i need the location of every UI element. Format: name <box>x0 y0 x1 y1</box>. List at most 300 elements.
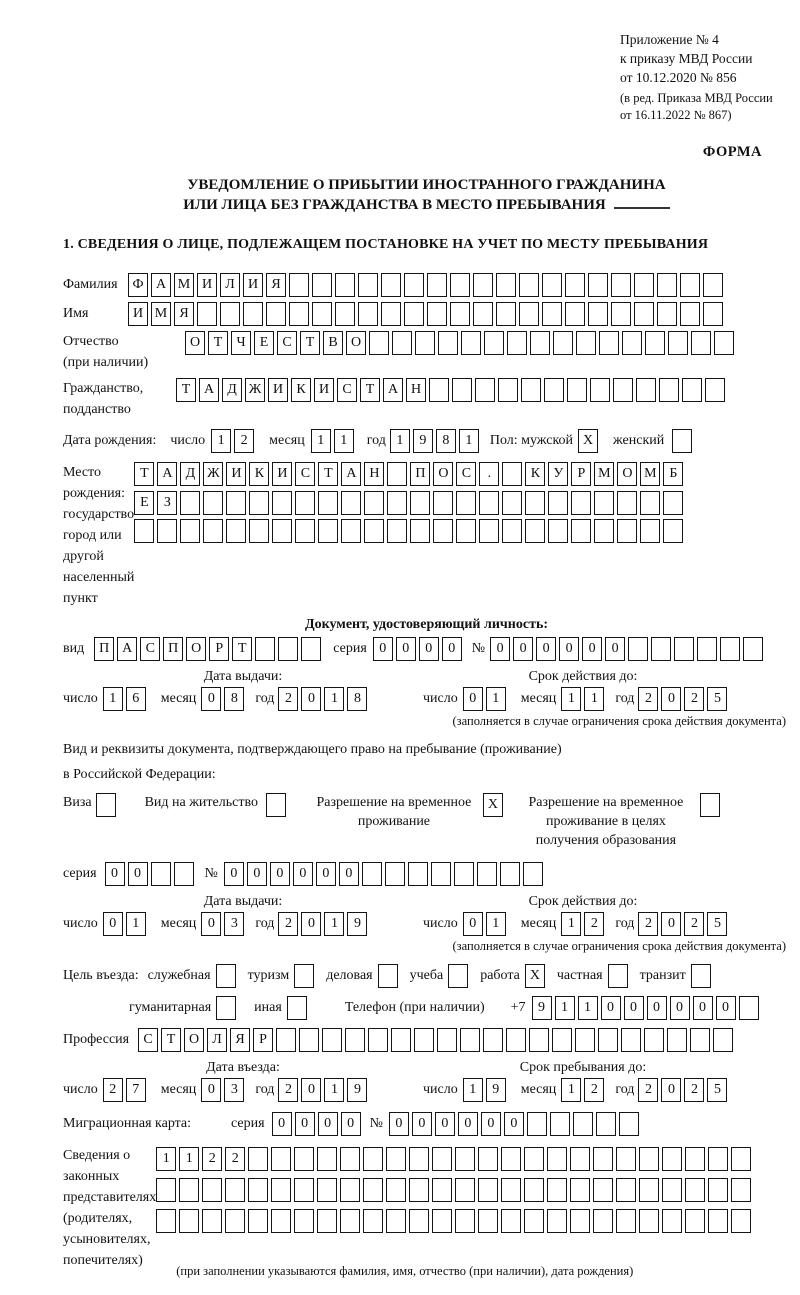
doc-kind-cells[interactable] <box>94 637 324 661</box>
form-cell[interactable] <box>672 429 692 453</box>
form-cell[interactable]: П <box>163 637 183 661</box>
form-cell[interactable] <box>455 1178 475 1202</box>
form-cell[interactable] <box>448 964 468 988</box>
form-cell[interactable] <box>364 491 384 515</box>
issue-day-cells[interactable] <box>103 687 149 711</box>
form-cell[interactable] <box>708 1147 728 1171</box>
form-cell[interactable] <box>271 1209 291 1233</box>
form-cell[interactable] <box>174 862 194 886</box>
purpose-transit-checkbox[interactable] <box>691 964 714 988</box>
form-cell[interactable]: И <box>268 378 288 402</box>
form-cell[interactable] <box>455 1209 475 1233</box>
form-cell[interactable] <box>289 273 309 297</box>
form-cell[interactable] <box>340 1147 360 1171</box>
form-cell[interactable] <box>386 1178 406 1202</box>
form-cell[interactable]: 0 <box>201 687 221 711</box>
form-cell[interactable]: А <box>199 378 219 402</box>
form-cell[interactable] <box>266 302 286 326</box>
form-cell[interactable] <box>456 519 476 543</box>
form-cell[interactable] <box>427 302 447 326</box>
form-cell[interactable]: У <box>548 462 568 486</box>
form-cell[interactable]: 3 <box>224 912 244 936</box>
form-cell[interactable]: И <box>197 273 217 297</box>
form-cell[interactable]: 0 <box>490 637 510 661</box>
form-cell[interactable] <box>432 1147 452 1171</box>
expiry-day-cells[interactable] <box>463 687 509 711</box>
form-cell[interactable] <box>668 331 688 355</box>
form-cell[interactable] <box>596 1112 616 1136</box>
form-cell[interactable]: Р <box>571 462 591 486</box>
issue-year-cells[interactable] <box>278 912 370 936</box>
form-cell[interactable]: 0 <box>624 996 644 1020</box>
form-cell[interactable]: Д <box>180 462 200 486</box>
form-cell[interactable]: 2 <box>638 687 658 711</box>
form-cell[interactable] <box>685 1209 705 1233</box>
form-cell[interactable]: 8 <box>224 687 244 711</box>
form-cell[interactable] <box>433 491 453 515</box>
form-cell[interactable] <box>548 519 568 543</box>
form-cell[interactable]: 2 <box>202 1147 222 1171</box>
form-cell[interactable]: И <box>226 462 246 486</box>
visa-checkbox[interactable] <box>96 793 119 817</box>
form-cell[interactable] <box>617 519 637 543</box>
form-cell[interactable]: 0 <box>536 637 556 661</box>
form-cell[interactable]: 0 <box>647 996 667 1020</box>
form-cell[interactable]: Я <box>230 1028 250 1052</box>
form-cell[interactable] <box>409 1147 429 1171</box>
purpose-humanitarian-checkbox[interactable] <box>216 996 239 1020</box>
form-cell[interactable] <box>226 519 246 543</box>
form-cell[interactable]: И <box>128 302 148 326</box>
form-cell[interactable] <box>408 862 428 886</box>
form-cell[interactable] <box>662 1147 682 1171</box>
form-cell[interactable] <box>272 491 292 515</box>
form-cell[interactable]: 0 <box>661 687 681 711</box>
form-cell[interactable] <box>312 302 332 326</box>
form-cell[interactable]: 2 <box>278 912 298 936</box>
form-cell[interactable] <box>548 491 568 515</box>
temp-residence-education-checkbox[interactable] <box>700 793 723 817</box>
residence-series-cells[interactable] <box>105 862 197 886</box>
arrival-year-cells[interactable] <box>278 1078 370 1102</box>
form-cell[interactable]: 0 <box>301 1078 321 1102</box>
form-cell[interactable] <box>547 1178 567 1202</box>
form-cell[interactable] <box>608 964 628 988</box>
form-cell[interactable] <box>433 519 453 543</box>
form-cell[interactable]: 0 <box>396 637 416 661</box>
form-cell[interactable]: 1 <box>561 912 581 936</box>
form-cell[interactable] <box>197 302 217 326</box>
form-cell[interactable] <box>248 1178 268 1202</box>
form-cell[interactable]: 0 <box>670 996 690 1020</box>
form-cell[interactable]: Л <box>220 273 240 297</box>
form-cell[interactable] <box>599 331 619 355</box>
form-cell[interactable]: Т <box>161 1028 181 1052</box>
form-cell[interactable]: 0 <box>504 1112 524 1136</box>
form-cell[interactable] <box>460 1028 480 1052</box>
form-cell[interactable] <box>341 519 361 543</box>
form-cell[interactable] <box>703 302 723 326</box>
form-cell[interactable] <box>318 519 338 543</box>
form-cell[interactable] <box>358 302 378 326</box>
form-cell[interactable] <box>713 1028 733 1052</box>
form-cell[interactable] <box>287 996 307 1020</box>
form-cell[interactable]: Д <box>222 378 242 402</box>
form-cell[interactable] <box>506 1028 526 1052</box>
legal-rep-row1[interactable] <box>156 1147 754 1171</box>
form-cell[interactable] <box>636 378 656 402</box>
form-cell[interactable]: 0 <box>105 862 125 886</box>
form-cell[interactable]: 0 <box>224 862 244 886</box>
legal-rep-row2[interactable] <box>156 1178 754 1202</box>
form-cell[interactable] <box>179 1209 199 1233</box>
form-cell[interactable] <box>529 1028 549 1052</box>
form-cell[interactable] <box>613 378 633 402</box>
form-cell[interactable]: 2 <box>584 912 604 936</box>
form-cell[interactable]: Н <box>364 462 384 486</box>
form-cell[interactable]: 1 <box>311 429 331 453</box>
form-cell[interactable] <box>202 1209 222 1233</box>
form-cell[interactable] <box>731 1209 751 1233</box>
form-cell[interactable] <box>588 273 608 297</box>
form-cell[interactable] <box>248 1147 268 1171</box>
profession-cells[interactable] <box>138 1028 736 1052</box>
form-cell[interactable] <box>180 519 200 543</box>
form-cell[interactable]: 9 <box>532 996 552 1020</box>
sex-male-checkbox[interactable] <box>578 429 601 453</box>
form-cell[interactable]: 9 <box>347 1078 367 1102</box>
form-cell[interactable] <box>502 462 522 486</box>
form-cell[interactable]: 1 <box>211 429 231 453</box>
form-cell[interactable] <box>527 1112 547 1136</box>
form-cell[interactable]: П <box>410 462 430 486</box>
form-cell[interactable] <box>271 1178 291 1202</box>
form-cell[interactable] <box>295 519 315 543</box>
form-cell[interactable] <box>248 1209 268 1233</box>
form-cell[interactable]: X <box>578 429 598 453</box>
form-cell[interactable] <box>479 491 499 515</box>
form-cell[interactable] <box>616 1178 636 1202</box>
form-cell[interactable] <box>438 331 458 355</box>
form-cell[interactable] <box>565 302 585 326</box>
form-cell[interactable] <box>685 1178 705 1202</box>
form-cell[interactable] <box>644 1028 664 1052</box>
form-cell[interactable]: Р <box>209 637 229 661</box>
form-cell[interactable] <box>363 1178 383 1202</box>
form-cell[interactable]: 1 <box>156 1147 176 1171</box>
form-cell[interactable] <box>500 862 520 886</box>
form-cell[interactable] <box>432 1178 452 1202</box>
form-cell[interactable]: 8 <box>436 429 456 453</box>
form-cell[interactable] <box>496 273 516 297</box>
form-cell[interactable] <box>501 1209 521 1233</box>
form-cell[interactable]: 0 <box>693 996 713 1020</box>
form-cell[interactable]: 0 <box>301 912 321 936</box>
form-cell[interactable] <box>415 331 435 355</box>
form-cell[interactable]: П <box>94 637 114 661</box>
form-cell[interactable]: 2 <box>225 1147 245 1171</box>
form-cell[interactable] <box>243 302 263 326</box>
form-cell[interactable] <box>703 273 723 297</box>
form-cell[interactable]: 0 <box>201 1078 221 1102</box>
form-cell[interactable] <box>663 519 683 543</box>
form-cell[interactable]: 2 <box>103 1078 123 1102</box>
form-cell[interactable]: Н <box>406 378 426 402</box>
form-cell[interactable] <box>216 964 236 988</box>
form-cell[interactable]: А <box>383 378 403 402</box>
form-cell[interactable] <box>294 1209 314 1233</box>
form-cell[interactable] <box>550 1112 570 1136</box>
form-cell[interactable] <box>743 637 763 661</box>
form-cell[interactable] <box>680 273 700 297</box>
form-cell[interactable] <box>378 964 398 988</box>
form-cell[interactable] <box>157 519 177 543</box>
form-cell[interactable] <box>690 1028 710 1052</box>
form-cell[interactable]: 2 <box>684 912 704 936</box>
form-cell[interactable]: 5 <box>707 1078 727 1102</box>
form-cell[interactable]: 6 <box>126 687 146 711</box>
form-cell[interactable] <box>634 273 654 297</box>
form-cell[interactable]: А <box>151 273 171 297</box>
form-cell[interactable]: О <box>184 1028 204 1052</box>
doc-series-cells[interactable] <box>373 637 465 661</box>
form-cell[interactable] <box>621 1028 641 1052</box>
form-cell[interactable] <box>662 1209 682 1233</box>
form-cell[interactable] <box>593 1178 613 1202</box>
form-cell[interactable] <box>662 1178 682 1202</box>
form-cell[interactable] <box>134 519 154 543</box>
form-cell[interactable] <box>521 378 541 402</box>
form-cell[interactable]: Е <box>134 491 154 515</box>
form-cell[interactable] <box>335 302 355 326</box>
temp-residence-checkbox[interactable] <box>483 793 506 817</box>
form-cell[interactable] <box>363 1147 383 1171</box>
form-cell[interactable] <box>410 491 430 515</box>
form-cell[interactable] <box>276 1028 296 1052</box>
form-cell[interactable] <box>524 1209 544 1233</box>
form-cell[interactable] <box>634 302 654 326</box>
form-cell[interactable]: 0 <box>442 637 462 661</box>
form-cell[interactable] <box>573 1112 593 1136</box>
form-cell[interactable] <box>739 996 759 1020</box>
form-cell[interactable] <box>151 862 171 886</box>
form-cell[interactable] <box>685 1147 705 1171</box>
form-cell[interactable]: X <box>525 964 545 988</box>
form-cell[interactable] <box>611 302 631 326</box>
form-cell[interactable] <box>272 519 292 543</box>
form-cell[interactable]: 0 <box>513 637 533 661</box>
form-cell[interactable]: 2 <box>638 1078 658 1102</box>
form-cell[interactable]: С <box>456 462 476 486</box>
form-cell[interactable]: Т <box>318 462 338 486</box>
form-cell[interactable]: М <box>174 273 194 297</box>
form-cell[interactable] <box>456 491 476 515</box>
form-cell[interactable] <box>387 462 407 486</box>
form-cell[interactable] <box>544 378 564 402</box>
form-cell[interactable] <box>552 1028 572 1052</box>
form-cell[interactable] <box>225 1178 245 1202</box>
purpose-study-checkbox[interactable] <box>448 964 471 988</box>
form-cell[interactable]: Я <box>174 302 194 326</box>
form-cell[interactable] <box>519 273 539 297</box>
issue-day-cells[interactable] <box>103 912 149 936</box>
form-cell[interactable]: 0 <box>458 1112 478 1136</box>
form-cell[interactable] <box>478 1178 498 1202</box>
form-cell[interactable] <box>483 1028 503 1052</box>
form-cell[interactable]: 0 <box>463 687 483 711</box>
birth-year-cells[interactable] <box>390 429 482 453</box>
form-cell[interactable] <box>450 273 470 297</box>
form-cell[interactable]: Т <box>300 331 320 355</box>
form-cell[interactable] <box>524 1147 544 1171</box>
form-cell[interactable] <box>364 519 384 543</box>
form-cell[interactable]: 1 <box>324 1078 344 1102</box>
stay-month-cells[interactable] <box>561 1078 607 1102</box>
form-cell[interactable]: Я <box>266 273 286 297</box>
form-cell[interactable]: З <box>157 491 177 515</box>
form-cell[interactable] <box>271 1147 291 1171</box>
form-cell[interactable]: 2 <box>234 429 254 453</box>
form-cell[interactable]: 3 <box>224 1078 244 1102</box>
form-cell[interactable] <box>318 491 338 515</box>
form-cell[interactable] <box>203 491 223 515</box>
form-cell[interactable] <box>590 378 610 402</box>
form-cell[interactable]: И <box>272 462 292 486</box>
form-cell[interactable] <box>571 491 591 515</box>
form-cell[interactable] <box>502 491 522 515</box>
issue-month-cells[interactable] <box>201 912 247 936</box>
arrival-day-cells[interactable] <box>103 1078 149 1102</box>
form-cell[interactable] <box>657 302 677 326</box>
doc-number-cells[interactable] <box>490 637 766 661</box>
form-cell[interactable] <box>659 378 679 402</box>
form-cell[interactable] <box>452 378 472 402</box>
form-cell[interactable] <box>368 1028 388 1052</box>
form-cell[interactable]: 0 <box>412 1112 432 1136</box>
form-cell[interactable] <box>295 491 315 515</box>
form-cell[interactable] <box>639 1178 659 1202</box>
form-cell[interactable] <box>575 1028 595 1052</box>
form-cell[interactable] <box>409 1209 429 1233</box>
form-cell[interactable]: О <box>617 462 637 486</box>
form-cell[interactable]: 1 <box>584 687 604 711</box>
form-cell[interactable] <box>362 862 382 886</box>
form-cell[interactable]: М <box>151 302 171 326</box>
form-cell[interactable]: 0 <box>247 862 267 886</box>
form-cell[interactable] <box>611 273 631 297</box>
form-cell[interactable] <box>249 519 269 543</box>
form-cell[interactable] <box>708 1178 728 1202</box>
form-cell[interactable]: 7 <box>126 1078 146 1102</box>
form-cell[interactable] <box>628 637 648 661</box>
form-cell[interactable] <box>645 331 665 355</box>
form-cell[interactable] <box>507 331 527 355</box>
form-cell[interactable] <box>312 273 332 297</box>
form-cell[interactable] <box>156 1178 176 1202</box>
form-cell[interactable]: Т <box>208 331 228 355</box>
form-cell[interactable]: К <box>525 462 545 486</box>
citizenship-cells[interactable] <box>176 378 728 402</box>
form-cell[interactable]: А <box>117 637 137 661</box>
form-cell[interactable]: 8 <box>347 687 367 711</box>
form-cell[interactable] <box>437 1028 457 1052</box>
residence-number-cells[interactable] <box>224 862 546 886</box>
form-cell[interactable]: 2 <box>278 1078 298 1102</box>
form-cell[interactable]: О <box>346 331 366 355</box>
form-cell[interactable] <box>501 1147 521 1171</box>
form-cell[interactable] <box>593 1147 613 1171</box>
form-cell[interactable] <box>220 302 240 326</box>
birth-place-row3[interactable] <box>134 519 686 543</box>
form-cell[interactable]: 0 <box>272 1112 292 1136</box>
form-cell[interactable] <box>542 273 562 297</box>
form-cell[interactable]: О <box>186 637 206 661</box>
form-cell[interactable] <box>570 1147 590 1171</box>
form-cell[interactable] <box>525 519 545 543</box>
form-cell[interactable] <box>387 519 407 543</box>
form-cell[interactable] <box>731 1147 751 1171</box>
form-cell[interactable]: 0 <box>559 637 579 661</box>
form-cell[interactable]: Ж <box>203 462 223 486</box>
form-cell[interactable]: Ж <box>245 378 265 402</box>
form-cell[interactable]: 1 <box>459 429 479 453</box>
form-cell[interactable]: 0 <box>201 912 221 936</box>
form-cell[interactable]: С <box>140 637 160 661</box>
form-cell[interactable] <box>478 1147 498 1171</box>
form-cell[interactable]: 0 <box>293 862 313 886</box>
arrival-month-cells[interactable] <box>201 1078 247 1102</box>
form-cell[interactable]: 1 <box>463 1078 483 1102</box>
form-cell[interactable] <box>547 1209 567 1233</box>
form-cell[interactable] <box>386 1209 406 1233</box>
form-cell[interactable] <box>386 1147 406 1171</box>
phone-cells[interactable] <box>532 996 762 1020</box>
form-cell[interactable]: 1 <box>103 687 123 711</box>
form-cell[interactable]: Л <box>207 1028 227 1052</box>
form-cell[interactable]: Т <box>232 637 252 661</box>
form-cell[interactable]: 9 <box>413 429 433 453</box>
form-cell[interactable] <box>180 491 200 515</box>
form-cell[interactable]: 0 <box>605 637 625 661</box>
form-cell[interactable]: 0 <box>270 862 290 886</box>
form-cell[interactable] <box>156 1209 176 1233</box>
form-cell[interactable]: 5 <box>707 687 727 711</box>
form-cell[interactable] <box>385 862 405 886</box>
birth-place-row2[interactable] <box>134 491 686 515</box>
form-cell[interactable] <box>409 1178 429 1202</box>
form-cell[interactable]: С <box>277 331 297 355</box>
form-cell[interactable] <box>651 637 671 661</box>
expiry-month-cells[interactable] <box>561 912 607 936</box>
form-cell[interactable] <box>461 331 481 355</box>
form-cell[interactable] <box>576 331 596 355</box>
form-cell[interactable] <box>358 273 378 297</box>
form-cell[interactable]: 2 <box>584 1078 604 1102</box>
form-cell[interactable] <box>340 1209 360 1233</box>
stay-year-cells[interactable] <box>638 1078 730 1102</box>
form-cell[interactable]: 0 <box>601 996 621 1020</box>
form-cell[interactable] <box>294 964 314 988</box>
form-cell[interactable] <box>570 1209 590 1233</box>
form-cell[interactable] <box>501 1178 521 1202</box>
residence-permit-checkbox[interactable] <box>266 793 289 817</box>
form-cell[interactable] <box>404 302 424 326</box>
form-cell[interactable]: О <box>185 331 205 355</box>
form-cell[interactable] <box>498 378 518 402</box>
form-cell[interactable] <box>530 331 550 355</box>
form-cell[interactable] <box>593 1209 613 1233</box>
purpose-official-checkbox[interactable] <box>216 964 239 988</box>
